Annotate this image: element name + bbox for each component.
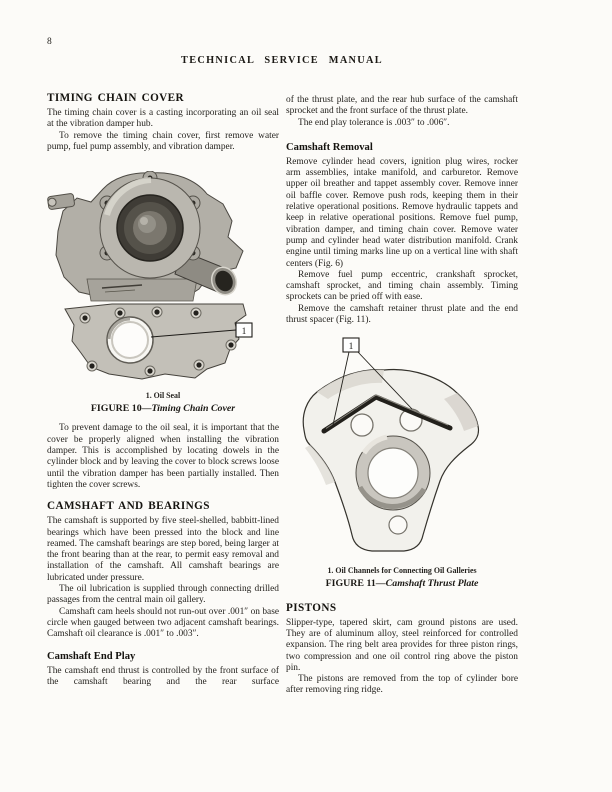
figure10-caption bbox=[47, 391, 279, 415]
body-paragraph: Slipper-type, tapered skirt, cam ground pistons are used. They are of aluminum alloy, steel reinforced for controlled expansion. The ring belt area provides for three piston rings, two compression and one oil control ring above the piston pin. bbox=[286, 617, 518, 673]
figure10-name: Timing Chain Cover bbox=[151, 403, 236, 415]
figure11-name: Camshaft Thrust Plate bbox=[385, 577, 479, 589]
heading-timing-chain-cover: TIMING CHAIN COVER bbox=[47, 92, 184, 104]
callout-1-label: 1 bbox=[241, 327, 247, 338]
callout-1-label: 1 bbox=[348, 342, 354, 353]
left-column bbox=[47, 92, 279, 688]
figure11-title bbox=[286, 578, 518, 590]
body-paragraph: The camshaft end thrust is controlled by the front surface of the camshaft bearing and the rear surface bbox=[47, 665, 279, 687]
center-bore bbox=[356, 436, 430, 510]
heading-camshaft-removal: Camshaft Removal bbox=[286, 141, 373, 153]
figure11-key-item: 1. Oil Channels for Connecting Oil Galleries bbox=[327, 565, 477, 575]
page-header-title: TECHNICAL SERVICE MANUAL bbox=[181, 55, 383, 66]
body-paragraph: To prevent damage to the oil seal, it is important that the cover be properly aligned when installing the vibration damper. This is accomplished by locating dowels in the cylinder block and by leaving the cover to block screws loose until the vibration damper has been partially installed. Then tighten the cover screws. bbox=[47, 423, 279, 490]
figure-11 bbox=[286, 335, 518, 589]
body-paragraph: The pistons are removed from the top of cylinder bore after removing ring ridge. bbox=[286, 674, 518, 696]
body-paragraph: The timing chain cover is a casting incorporating an oil seal at the vibration damper hub. bbox=[47, 108, 279, 130]
body-paragraph: Remove the camshaft retainer thrust plate and the end thrust spacer (Fig. 11). bbox=[286, 303, 518, 326]
lower-hole bbox=[389, 516, 407, 534]
body-paragraph: Camshaft cam heels should not run-out over .001″ on base circle when gauged between two adjacent camshaft bearings. Camshaft oil clearance is .001″ to .003″. bbox=[47, 606, 279, 640]
heading-pistons: PISTONS bbox=[286, 601, 337, 614]
figure11-caption bbox=[286, 566, 518, 590]
heading-camshaft-and-bearings: CAMSHAFT AND BEARINGS bbox=[47, 500, 210, 513]
figure-10 bbox=[47, 171, 279, 415]
body-paragraph: The end play tolerance is .003″ to .006″. bbox=[298, 117, 450, 128]
cover-boss bbox=[87, 279, 197, 301]
body-paragraph: Remove fuel pump eccentric, crankshaft sprocket, camshaft sprocket, and timing chain assembly. Timing sprockets can be pried off with ease. bbox=[286, 269, 518, 303]
oil-seal-hole bbox=[107, 317, 153, 363]
page-number: 8 bbox=[47, 37, 52, 47]
body-paragraph: Remove cylinder head covers, ignition plug wires, rocker arm assemblies, intake manifold, and carburetor. Remove upper oil breather and tappet assembly cover. Remove inner oil baffle cover. Remove push rods, keeping them in their relative operational positions. Remove hydraulic tappets and keep in relative operational positions. Remove fuel pump, vibration damper, and timing chain cover. Remove water pump and cylinder head water distribution manifold. Crank engine until timing marks line up on a vertical line with shaft centers (Fig. 6) bbox=[286, 156, 518, 269]
heading-camshaft-end-play: Camshaft End Play bbox=[47, 650, 136, 662]
body-paragraph: The oil lubrication is supplied through connecting drilled passages from the central main oil gallery. bbox=[47, 584, 279, 606]
figure11-number: FIGURE 11— bbox=[325, 577, 386, 589]
figure11-camshaft-thrust-plate-photo bbox=[286, 335, 517, 557]
figure10-timing-chain-cover-photo bbox=[47, 171, 279, 383]
body-paragraph: To remove the timing chain cover, first remove water pump, fuel pump assembly, and vibration damper. bbox=[47, 130, 279, 152]
body-paragraph: of the thrust plate, and the rear hub surface of the camshaft sprocket and the front surface of the thrust plate. bbox=[286, 95, 518, 117]
body-paragraph: The camshaft is supported by five steel-shelled, babbitt-lined bearings which have been pressed into the block and line reamed. The camshaft bearings are step bored, being larger at the front bearing than at the rear, to permit easy removal and installation of the camshaft. All camshaft bearings are lubricated under pressure. bbox=[47, 516, 279, 583]
figure10-key-item: 1. Oil Seal bbox=[145, 391, 181, 401]
figure10-number: FIGURE 10— bbox=[90, 403, 152, 415]
right-column bbox=[286, 95, 518, 697]
upper-left-hole bbox=[351, 414, 373, 436]
figure10-title bbox=[47, 403, 279, 415]
